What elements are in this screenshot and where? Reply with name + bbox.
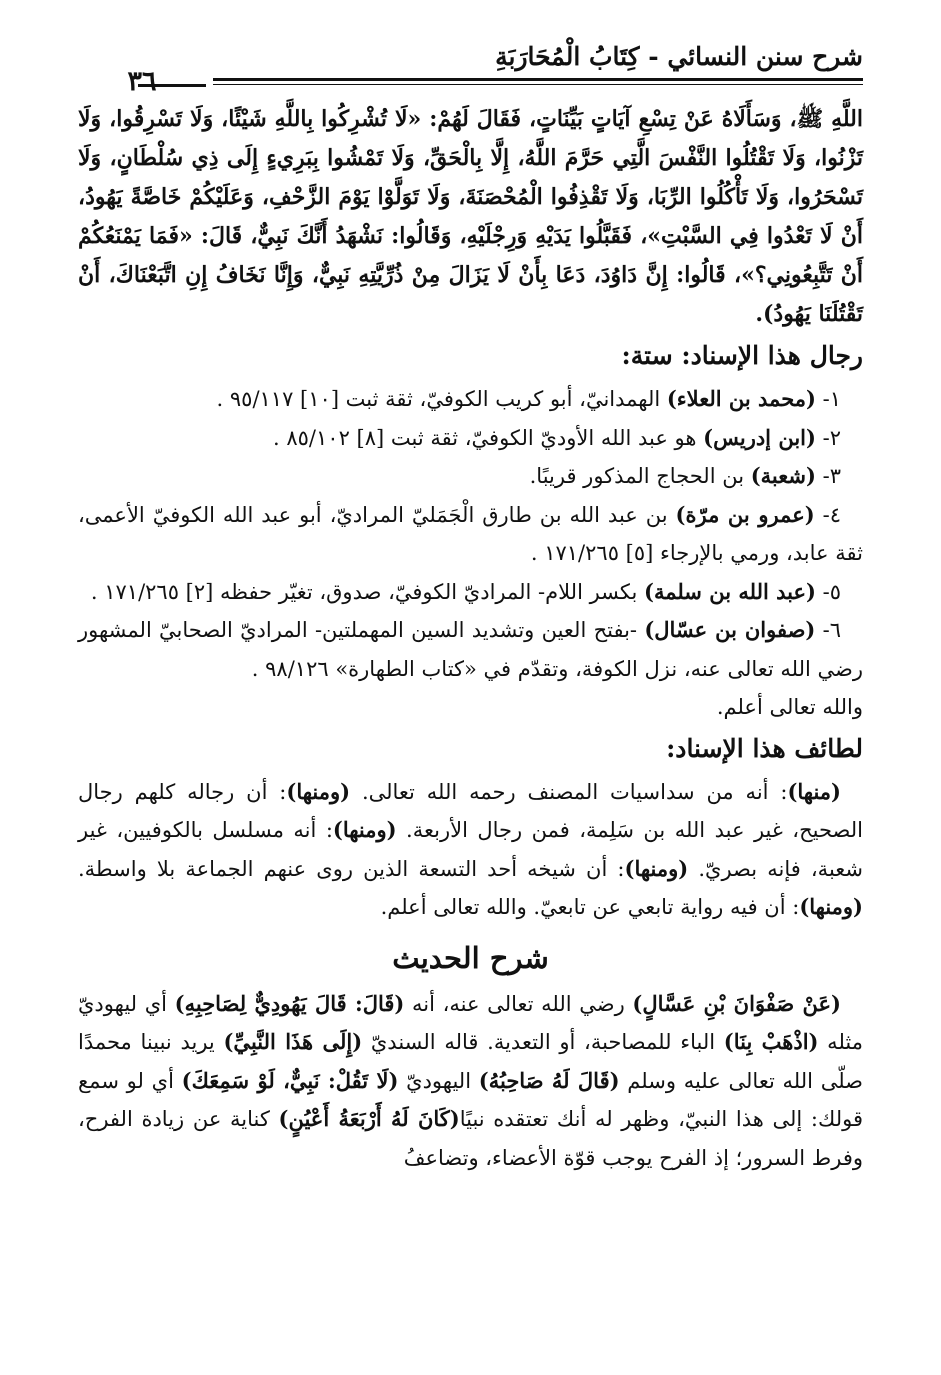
narrator-item — [78, 419, 863, 458]
narrator-name: (ابن إدريس) — [703, 424, 816, 450]
sharh-paragraph — [78, 985, 863, 1178]
narrator-name: (عبد الله بن سلمة) — [644, 578, 816, 604]
quoted-phrase: (قَالَ لَهُ صَاحِبُهُ) — [478, 1067, 620, 1093]
commentary-text: اليهوديّ — [398, 1068, 479, 1093]
page-body — [78, 100, 863, 1177]
header-rule — [213, 78, 863, 81]
quoted-phrase: (اذْهَبْ بِنَا) — [723, 1029, 819, 1054]
rijal-closing: والله تعالى أعلم. — [716, 695, 863, 719]
narrator-name: (شعبة) — [750, 463, 816, 488]
narrator-description: -بفتح العين وتشديد السين المهملتين- المراديّ الصحابيّ المشهور رضي الله تعالى عنه، نزل الكوفة، وتقدّم في «كتاب الطهارة» ٩٨/١٢٦ . — [78, 618, 863, 681]
lataif-heading: لطائف هذا الإسناد: — [666, 733, 863, 763]
lataif-marker: (ومنها) — [286, 778, 351, 804]
sharh-heading: شرح الحديث — [392, 940, 549, 975]
narrator-description: بن عبد الله بن طارق الْجَمَليّ المراديّ، أبو عبد الله الكوفيّ الأعمى، ثقة عابد، ورمي بالإرجاء [٥] ١٧١/٢٦٥ . — [78, 502, 863, 565]
narrator-number: ٢- — [815, 425, 841, 450]
narrator-item — [78, 573, 863, 612]
lataif-text: : أن رجاله كلهم رجال الصحيح، غير عبد الله بن سَلِمة، فمن رجال الأربعة. — [78, 779, 863, 842]
narrator-item — [78, 380, 863, 419]
hadith-text: اللَّهِ ﷺ، وَسَأَلَاهُ عَنْ تِسْعِ آيَاتٍ بَيِّنَاتٍ، فَقَالَ لَهُمْ: «لَا تُشْرِكُوا بِاللَّهِ شَيْئًا، وَلَا تَسْرِقُوا، وَلَا تَزْنُوا، وَلَا تَقْتُلُوا النَّفْسَ الَّتِي حَرَّمَ اللَّهُ، إِلَّا بِالْحَقِّ، وَلَا تَمْشُوا بِبَرِيءٍ إِلَى ذِي سُلْطَانٍ، وَلَا تَسْحَرُوا، وَلَا تَأْكُلُوا الرِّبَا، وَلَا تَقْذِفُوا الْمُحْصَنَةَ، وَلَا تَوَلَّوْا يَوْمَ الزَّحْفِ، وَعَلَيْكُمْ خَاصَّةً يَهُودُ، أَنْ لَا تَعْدُوا فِي السَّبْتِ»، فَقَبَّلُوا يَدَيْهِ وَرِجْلَيْهِ، وَقَالُوا: نَشْهَدُ أَنَّكَ نَبِيٌّ، قَالَ: «فَمَا يَمْنَعُكُمْ أَنْ تَتَّبِعُونِي؟»، قَالُوا: إِنَّ دَاوُدَ، دَعَا بِأَنْ لَا يَزَالَ مِنْ ذُرِّيَّتِهِ نَبِيٌّ، وَإِنَّا نَخَافُ إِنِ اتَّبَعْنَاكَ، أَنْ تَقْتُلَنَا يَهُودُ). — [78, 106, 863, 327]
narrator-item — [78, 457, 863, 496]
narrator-description: هو عبد الله الأوديّ الكوفيّ، ثقة ثبت [٨] ٨٥/١٠٢ . — [273, 425, 704, 450]
narrator-item — [78, 611, 863, 688]
lataif-marker: (ومنها) — [624, 855, 689, 881]
narrator-list — [78, 380, 863, 727]
page — [78, 40, 863, 1355]
lataif-marker: (ومنها) — [332, 817, 397, 842]
narrator-number: ٤- — [814, 502, 841, 527]
page-header — [78, 40, 863, 100]
narrator-description: بكسر اللام- المراديّ الكوفيّ، صدوق، تغيّر حفظه [٢] ١٧١/٢٦٥ . — [90, 579, 645, 604]
lataif-text: : أنه مسلسل بالكوفيين، غير شعبة، فإنه بصريّ. — [78, 818, 864, 881]
lataif-marker: (ومنها) — [799, 894, 863, 919]
lataif-text: : أن شيخه أحد التسعة الذين روى عنهم الجماعة بلا واسطة. — [78, 856, 625, 881]
header-rule-thin — [213, 84, 863, 85]
quoted-phrase: (إِلَى هَذَا النَّبِيِّ) — [223, 1029, 363, 1054]
narrator-number: ١- — [815, 387, 841, 411]
commentary-text: كناية عن زيادة الفرح، وفرط السرور؛ إذ الفرح يوجب قوّة الأعضاء، وتضاعفُ — [78, 1107, 863, 1170]
commentary-text: رضي الله تعالى عنه، أنه — [404, 991, 633, 1016]
narrator-number: ٣- — [815, 464, 841, 488]
quoted-phrase: (قَالَ: قَالَ يَهُودِيٌّ لِصَاحِبِهِ) — [174, 990, 405, 1016]
quoted-phrase: (لَا تَقُلْ: نَبِيٌّ، لَوْ سَمِعَكَ) — [181, 1067, 399, 1093]
narrator-number: ٦- — [815, 618, 842, 642]
lataif-text: : أن فيه رواية تابعي عن تابعيّ. والله تعالى أعلم. — [380, 895, 800, 919]
lataif-marker: (منها) — [787, 778, 841, 804]
running-title: شرح سنن النسائي - كِتَابُ الْمُحَارَبَةِ — [495, 42, 863, 71]
quoted-phrase: (كَانَ لَهُ أَرْبَعَةُ أَعْيُنٍ) — [278, 1106, 460, 1131]
narrator-name: (محمد بن العلاء) — [666, 386, 816, 411]
narrator-description: بن الحجاج المذكور قريبًا. — [529, 464, 751, 488]
quoted-phrase: (عَنْ صَفْوَانَ بْنِ عَسَّالٍ) — [632, 990, 841, 1016]
narrator-number: ٥- — [815, 579, 841, 604]
commentary-text: أي ليهوديّ مثله — [78, 991, 863, 1054]
narrator-item — [78, 496, 863, 573]
narrator-name: (عمرو بن مرّة) — [675, 501, 815, 527]
narrator-name: (صفوان بن عسّال) — [644, 617, 816, 642]
commentary-text: أي لو سمع قولك: إلى هذا النبيّ، وظهر له أنك تعتقده نبيًا — [78, 1068, 863, 1131]
commentary-text: يريد نبينا محمدًا صلّى الله تعالى عليه وسلم — [78, 1030, 863, 1093]
commentary-text: الباء للمصاحبة، أو التعدية. قاله السنديّ — [362, 1030, 724, 1054]
lataif-text: : أنه من سداسيات المصنف رحمه الله تعالى. — [350, 779, 788, 804]
narrator-description: الهمدانيّ، أبو كريب الكوفيّ، ثقة ثبت [١٠] ٩٥/١١٧ . — [216, 387, 667, 411]
page-number: ٣٦ — [78, 66, 206, 97]
rijal-heading: رجال هذا الإسناد: ستة: — [621, 341, 863, 370]
lataif-paragraph — [78, 773, 863, 927]
